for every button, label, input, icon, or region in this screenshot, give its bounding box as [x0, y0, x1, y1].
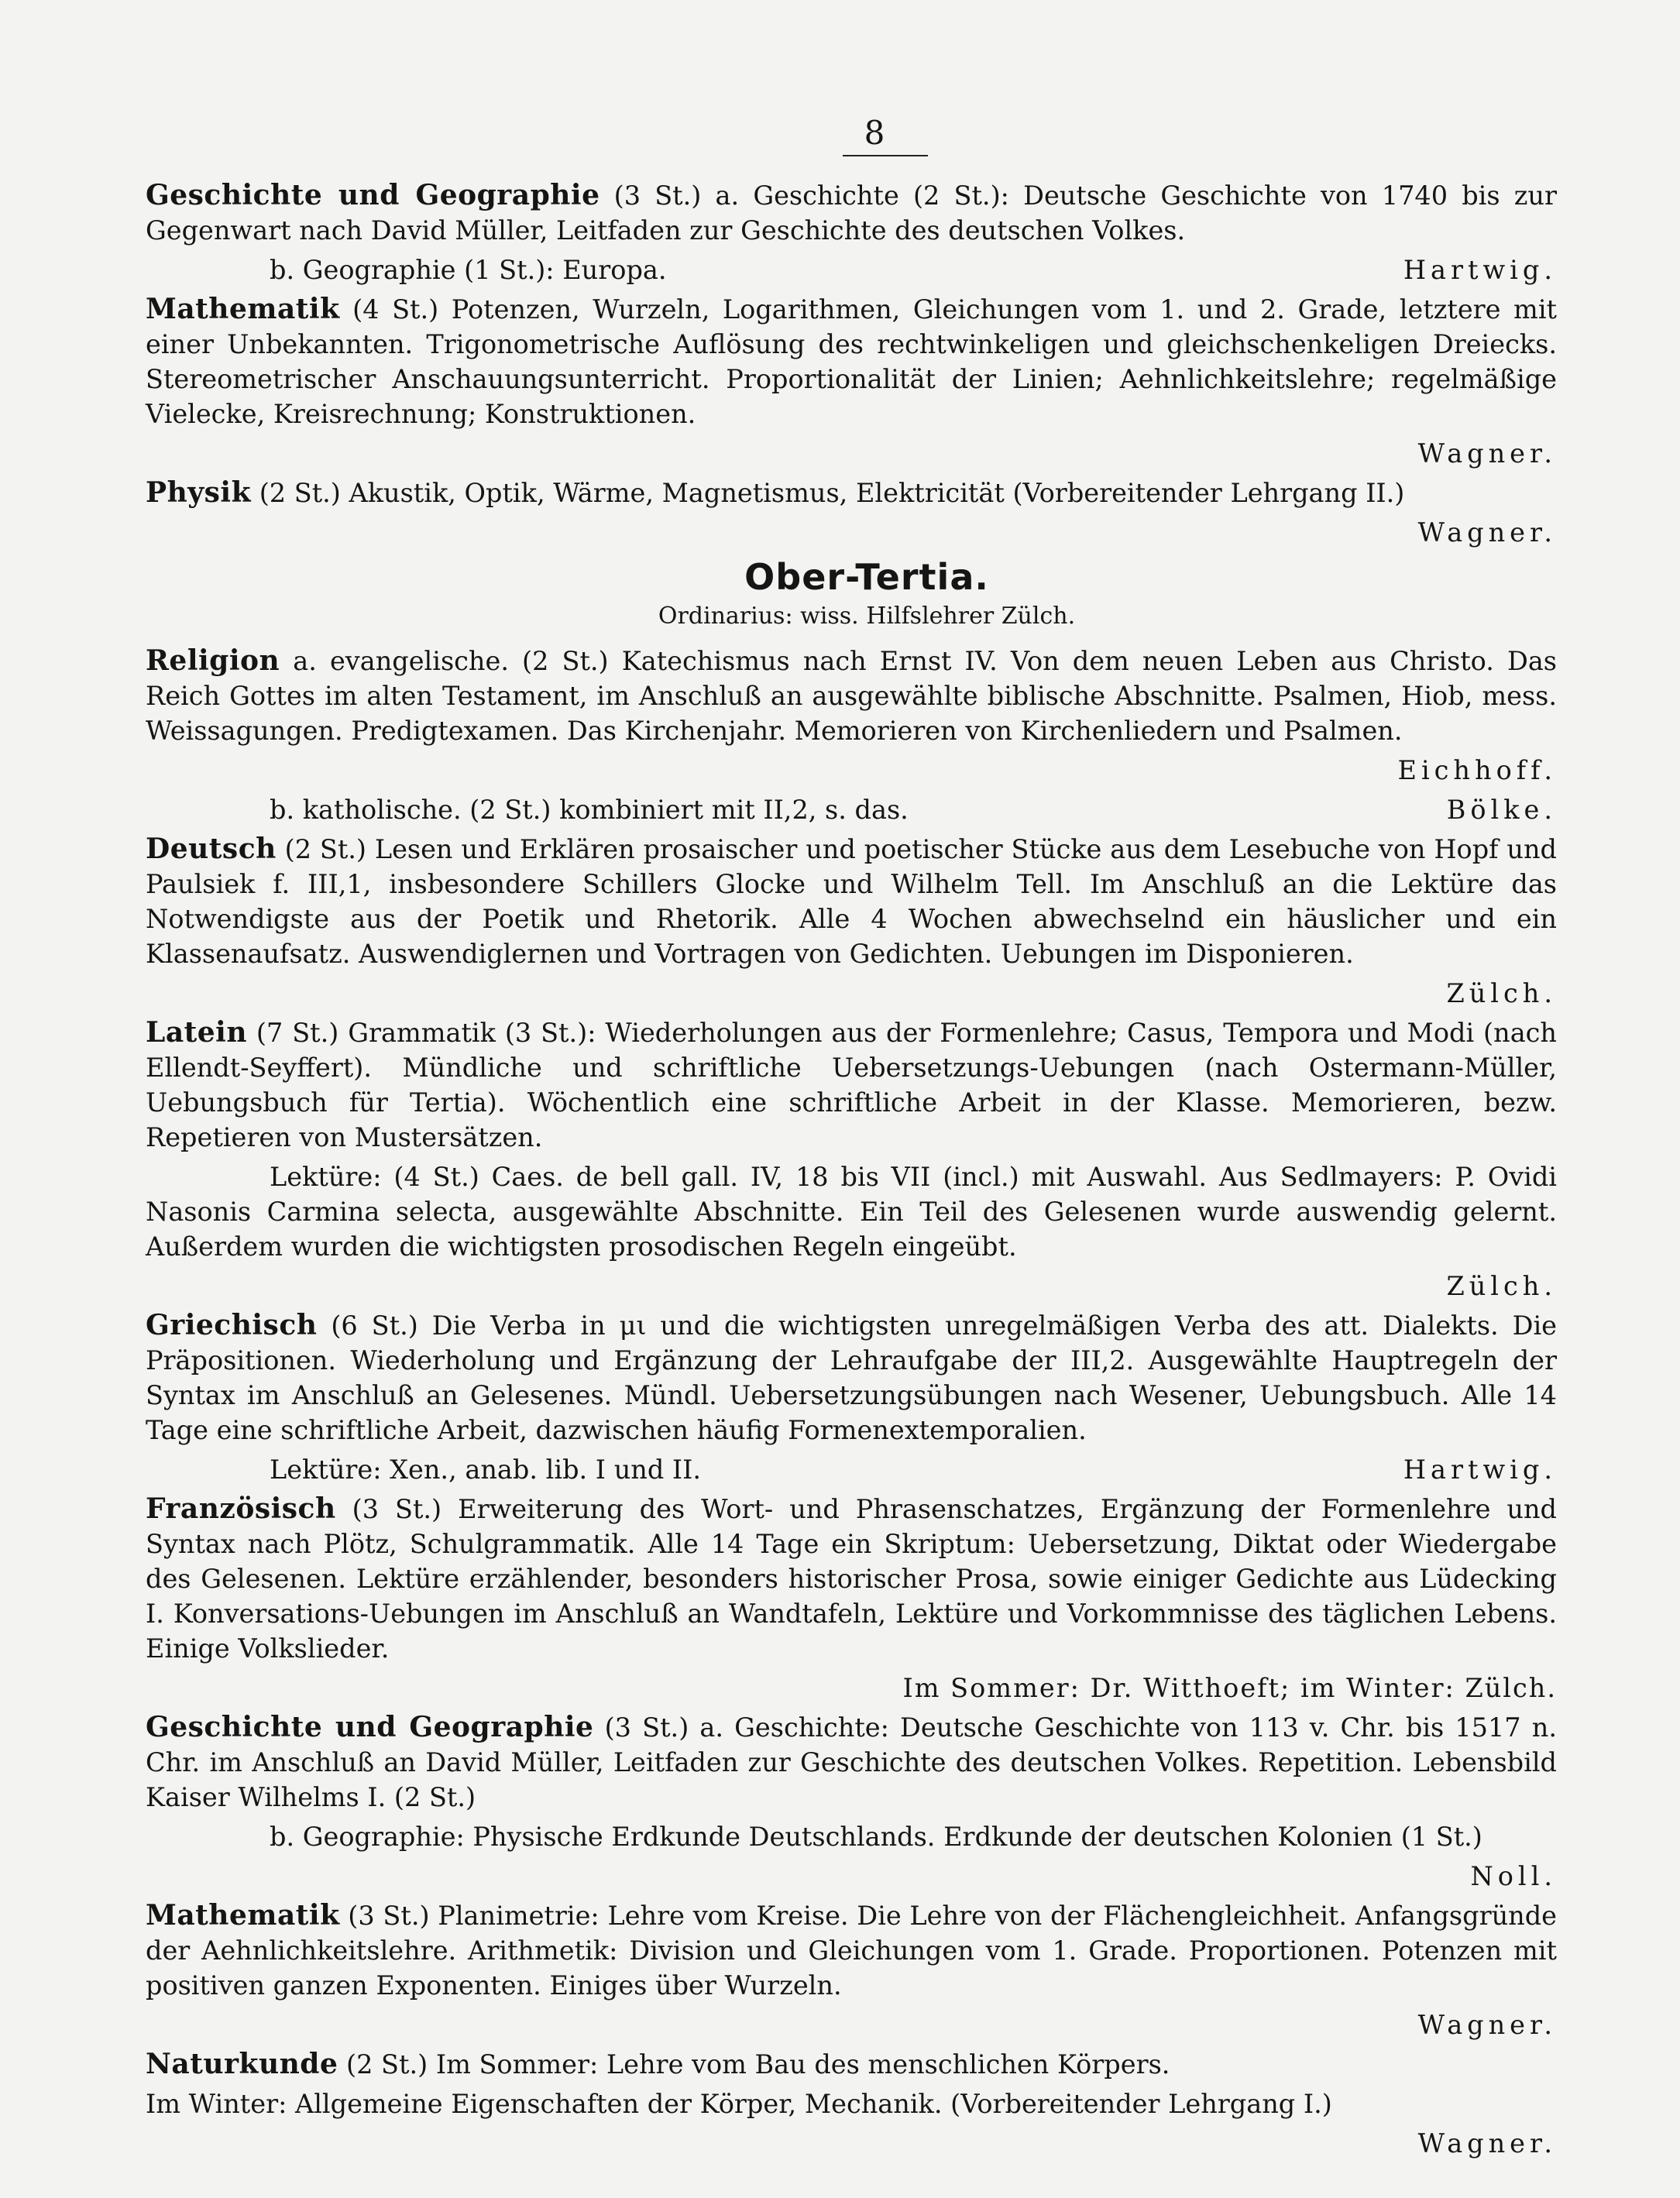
teacher-name: Wagner. [1417, 438, 1557, 469]
entry-text: (2 St.) Akustik, Optik, Wärme, Magnetismus, Elektricität (Vorbereitender Lehrgang II.) [251, 478, 1405, 508]
entry-text: (3 St.) a. Geschichte: Deutsche Geschichte von 113 v. Chr. bis 1517 n. Chr. im Anschluß an David Müller, Leitfaden zur Geschichte des deutschen Volkes. Repetition. Lebensbild Kaiser Wilhelms I. (2 St.) [146, 1712, 1557, 1812]
entry-subtext: b. Geographie: Physische Erdkunde Deutschlands. Erdkunde der deutschen Kolonien (1 St.) [270, 1822, 1482, 1852]
entry-subtext: Lektüre: (4 St.) Caes. de bell gall. IV, 18 bis VII (incl.) mit Auswahl. Aus Sedlmayers: P. Ovidi Nasonis Carmina selecta, ausgewählte Abschnitte. Ein Teil des Gelesenen wurde auswendig gelernt. Außerdem wurden die wichtigsten prosodischen Regeln eingeübt. [146, 1162, 1557, 1262]
entry-geschichte-geographie-2 [146, 1710, 1557, 1815]
subject-title: Latein [146, 1016, 248, 1049]
entry-subtext: Lektüre: Xen., anab. lib. I und II. [270, 1454, 702, 1485]
teacher-name: Wagner. [1417, 2128, 1557, 2159]
entry-subtext: b. Geographie (1 St.): Europa. [270, 255, 667, 285]
entry-text: (3 St.) a. Geschichte (2 St.): Deutsche Geschichte von 1740 bis zur Gegenwart nach David Müller, Leitfaden zur Geschichte des deutschen Volkes. [146, 180, 1557, 246]
subject-title: Griechisch [146, 1309, 318, 1341]
entry-text: (4 St.) Potenzen, Wurzeln, Logarithmen, Gleichungen vom 1. und 2. Grade, letztere mit einer Unbekannten. Trigonometrische Auflösung des rechtwinkeligen und gleichschenkeligen Dreiecks. Stereometrischer Anschauungsunterricht. Proportionalität der Linien; Aehnlichkeitslehre; regelmäßige Vielecke, Kreisrechnung; Konstruktionen. [146, 294, 1557, 429]
teacher-name: Im Sommer: Dr. Witthoeft; im Winter: Zülch. [902, 1673, 1557, 1703]
subject-title: Deutsch [146, 833, 277, 865]
entry-text: (3 St.) Erweiterung des Wort- und Phrasenschatzes, Ergänzung der Formenlehre und Syntax nach Plötz, Schulgrammatik. Alle 14 Tage ein Skriptum: Uebersetzung, Diktat oder Wiedergabe des Gelesenen. Lektüre erzählender, besonders historischer Prosa, sowie einiger Gedichte aus Lüdecking I. Konversations-Uebungen im Anschluß an Wandtafeln, Lektüre und Vorkommnisse des täglichen Lebens. Einige Volkslieder. [146, 1494, 1557, 1664]
teacher-name: Wagner. [1417, 2010, 1557, 2040]
subject-title: Geschichte und Geographie [146, 1711, 594, 1743]
subject-title: Mathematik [146, 293, 340, 325]
entry-physik [146, 476, 1557, 510]
entry-subtext: b. katholische. (2 St.) kombiniert mit II,2, s. das. [270, 795, 909, 825]
entry-text: (3 St.) Planimetrie: Lehre vom Kreise. Die Lehre von der Flächengleichheit. Anfangsgründe der Aehnlichkeitslehre. Arithmetik: Division und Gleichungen vom 1. Grade. Proportionen. Potenzen mit positiven ganzen Exponenten. Einiges über Wurzeln. [146, 1901, 1557, 2001]
subject-title: Geschichte und Geographie [146, 179, 600, 211]
teacher-name: Hartwig. [1403, 255, 1557, 285]
entry-text: (2 St.) Im Sommer: Lehre vom Bau des menschlichen Körpers. [338, 2049, 1170, 2080]
entry-mathematik-2 [146, 1898, 1557, 2003]
subject-title: Mathematik [146, 1899, 340, 1932]
subject-title: Physik [146, 476, 252, 509]
subject-title: Französisch [146, 1492, 336, 1525]
entry-text: (2 St.) Lesen und Erklären prosaischer und poetischer Stücke aus dem Lesebuche von Hopf und Paulsiek f. III,1, insbesondere Schillers Glocke und Wilhelm Tell. Im Anschluß an die Lektüre das Notwendigste aus der Poetik und Rhetorik. Alle 4 Wochen abwechselnd ein häuslicher und ein Klassenaufsatz. Auswendiglernen und Vortragen von Gedichten. Uebungen im Disponieren. [146, 834, 1557, 969]
entry-griechisch [146, 1308, 1557, 1448]
entry-text: (6 St.) Die Verba in μι und die wichtigsten unregelmäßigen Verba des att. Dialekts. Die Präpositionen. Wiederholung und Ergänzung der Lehraufgabe der III,2. Ausgewählte Hauptregeln der Syntax im Anschluß an Gelesenes. Mündl. Uebersetzungsübungen nach Wesener, Uebungsbuch. Alle 14 Tage eine schriftliche Arbeit, dazwischen häufig Formenextemporalien. [146, 1310, 1557, 1445]
teacher-name: Wagner. [1417, 517, 1557, 548]
page-number: 8 [864, 114, 885, 152]
entry-latein-lektuere [146, 1159, 1557, 1264]
teacher-name: Hartwig. [1403, 1454, 1557, 1485]
entry-mathematik-1 [146, 292, 1557, 431]
teacher-name: Zülch. [1446, 978, 1557, 1008]
document-page [146, 115, 1557, 2161]
teacher-name: Zülch. [1446, 1271, 1557, 1301]
page-number-rule [843, 155, 928, 156]
entry-latein [146, 1015, 1557, 1155]
teacher-name: Bölke. [1446, 795, 1557, 825]
subject-title: Naturkunde [146, 2048, 338, 2080]
entry-sub-line [146, 252, 1557, 287]
entry-religion [146, 644, 1557, 748]
section-title: Ober-Tertia. [744, 556, 989, 598]
entry-naturkunde [146, 2047, 1557, 2082]
entry-sub-line [146, 1452, 1557, 1487]
entry-geschichte-geographie-1 [146, 178, 1557, 248]
entry-deutsch [146, 832, 1557, 971]
entry-text: (7 St.) Grammatik (3 St.): Wiederholungen aus der Formenlehre; Casus, Tempora und Modi (nach Ellendt-Seyffert). Mündliche und schriftliche Uebersetzungs-Uebungen (nach Ostermann-Müller, Uebungsbuch für Tertia). Wöchentlich eine schriftliche Arbeit in der Klasse. Memorieren, bezw. Repetieren von Mustersätzen. [146, 1018, 1557, 1152]
entry-franzoesisch [146, 1492, 1557, 1666]
teacher-name: Eichhoff. [1397, 755, 1557, 785]
entry-sub-line [146, 792, 1557, 827]
teacher-name: Noll. [1470, 1861, 1557, 1891]
section-ordinarius: Ordinarius: wiss. Hilfslehrer Zülch. [658, 603, 1076, 630]
subject-title: Religion [146, 644, 280, 677]
entry-subtext: Im Winter: Allgemeine Eigenschaften der Körper, Mechanik. (Vorbereitender Lehrgang I.) [146, 2089, 1332, 2119]
entry-text: a. evangelische. (2 St.) Katechismus nach Ernst IV. Von dem neuen Leben aus Christo. Das Reich Gottes im alten Testament, im Anschluß an ausgewählte biblische Abschnitte. Psalmen, Hiob, mess. Weissagungen. Predigtexamen. Das Kirchenjahr. Memorieren von Kirchenliedern und Psalmen. [146, 646, 1557, 746]
